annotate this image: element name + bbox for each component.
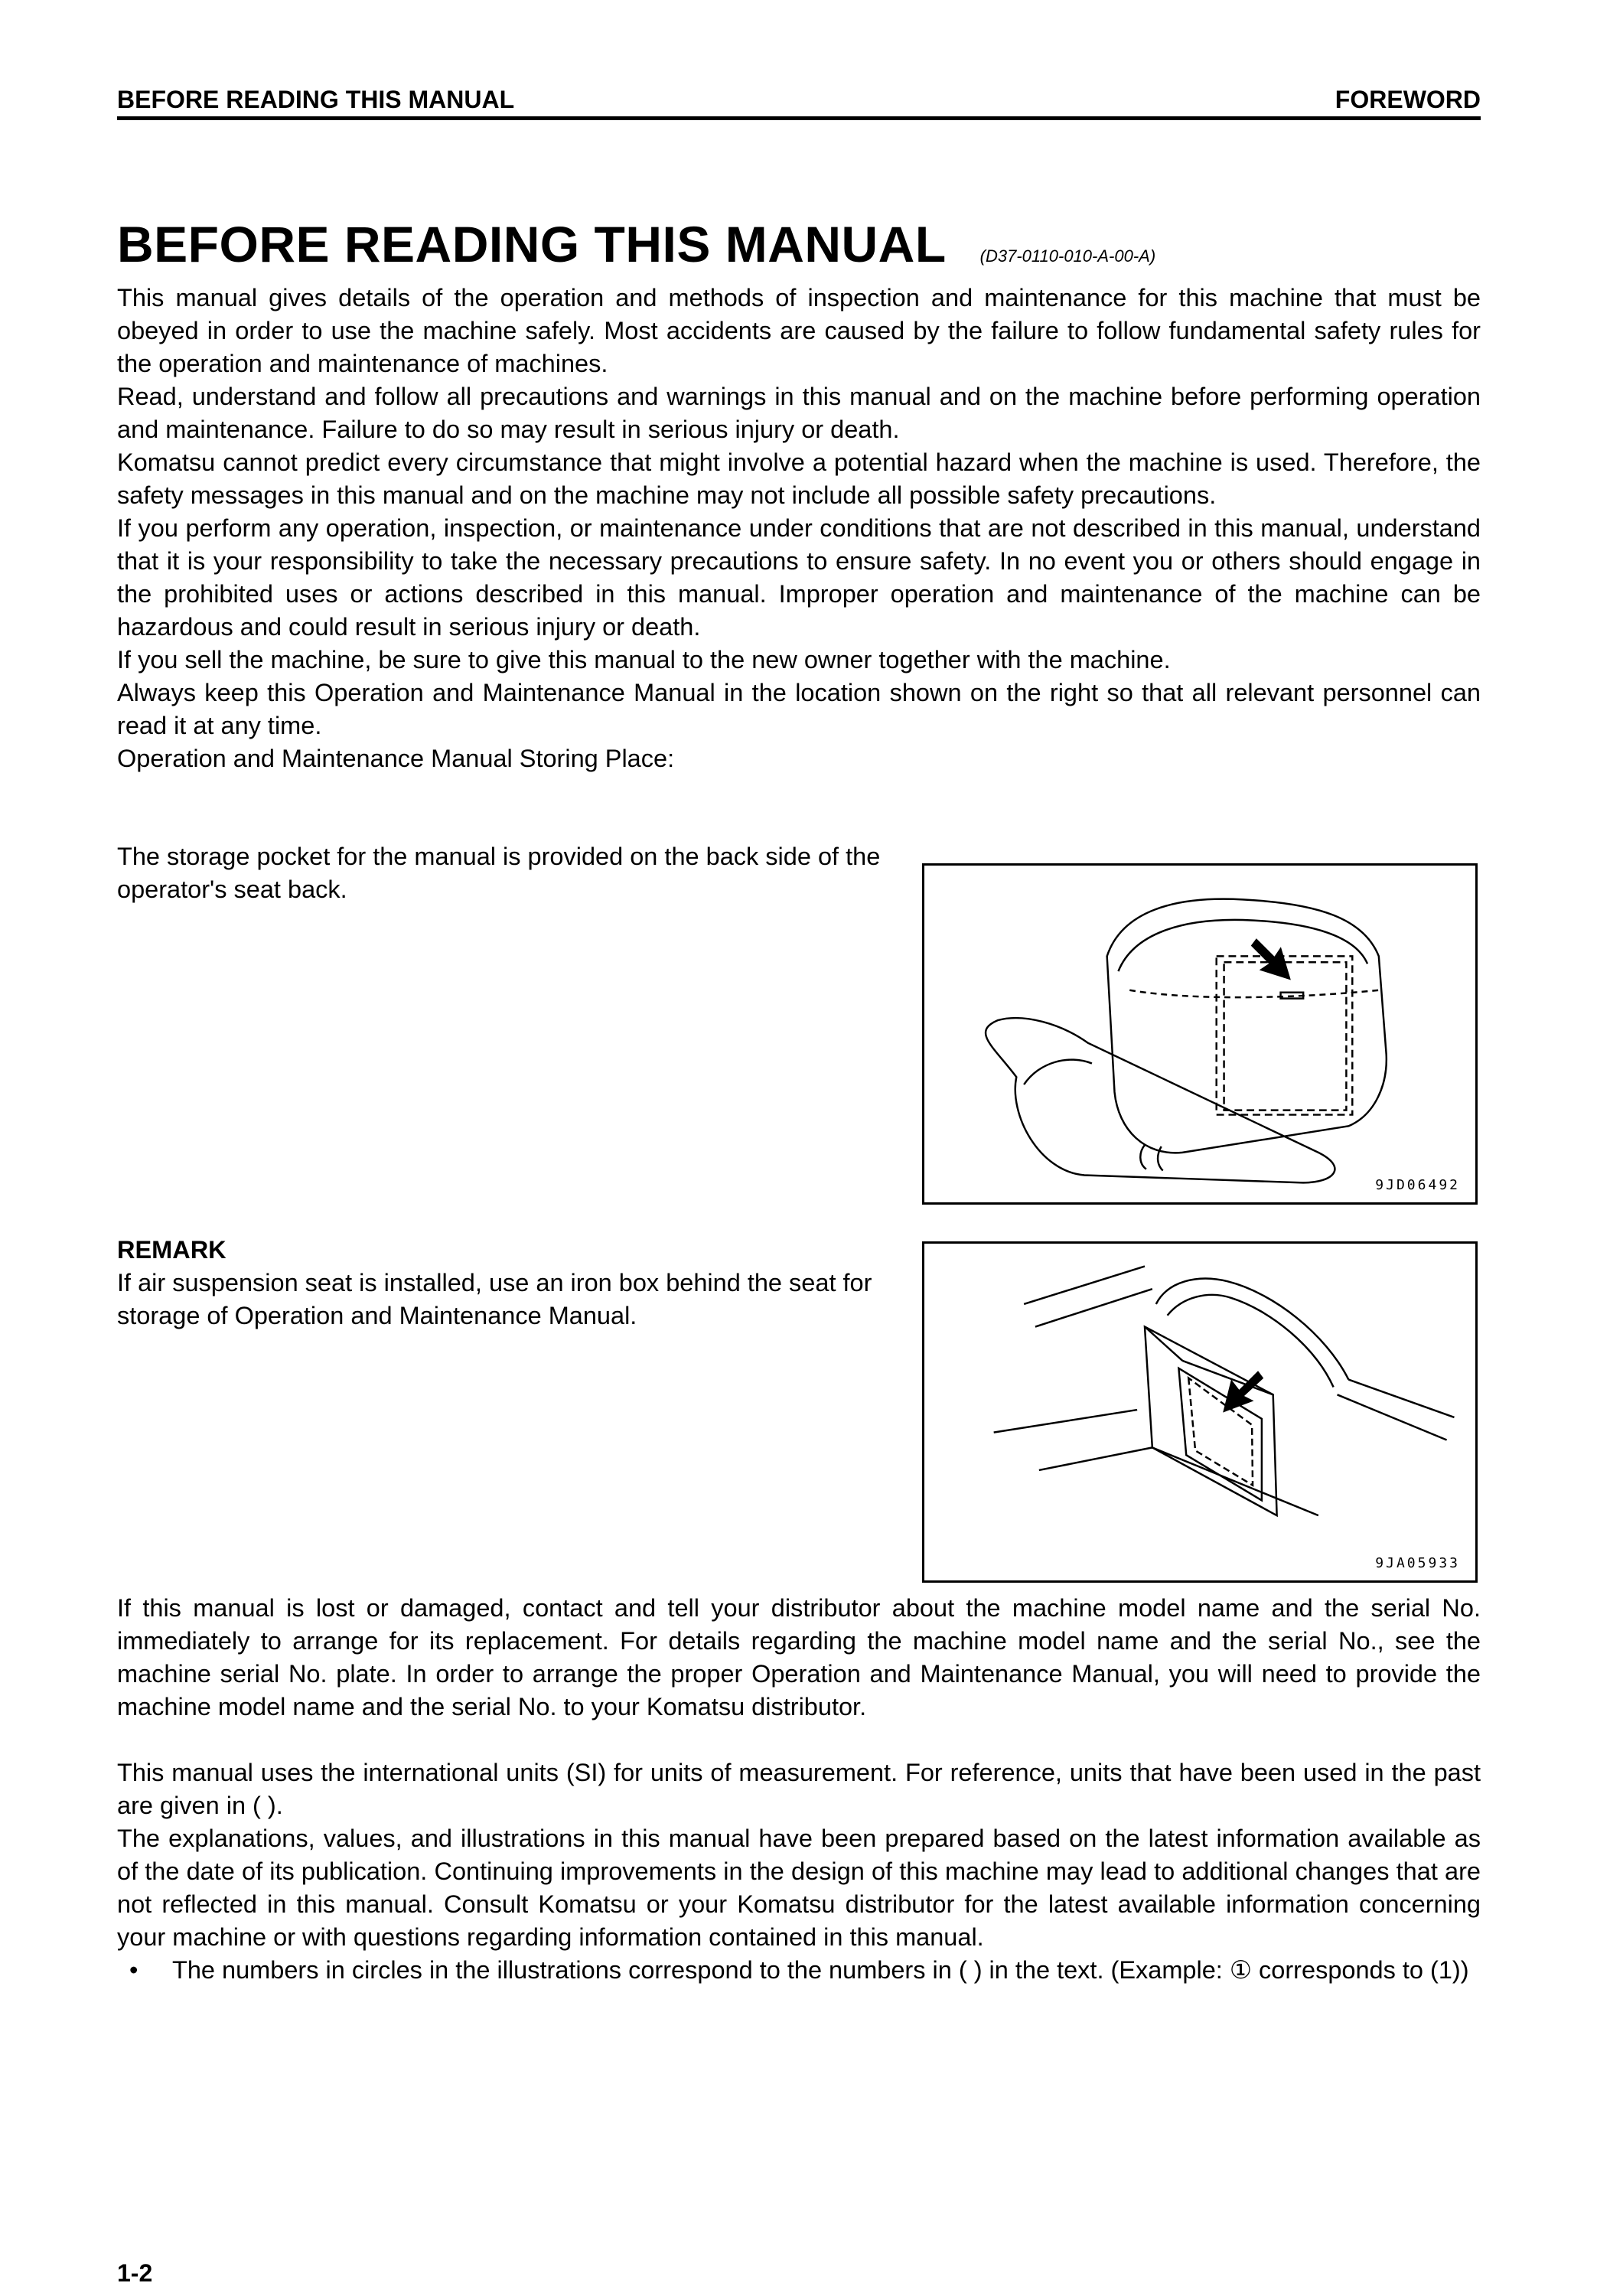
page-title: BEFORE READING THIS MANUAL (117, 216, 947, 272)
intro-paragraph: Always keep this Operation and Maintenance Manual in the location shown on the right so that all relevant personnel can read it at any time. (117, 679, 1481, 739)
bullet-text: The numbers in circles in the illustrations correspond to the numbers in ( ) in the text. (Example: ① corresponds to (1)) (172, 1956, 1469, 1984)
header-section-title: BEFORE READING THIS MANUAL (117, 86, 515, 113)
publication-paragraph: The explanations, values, and illustrations in this manual have been prepared based on the latest information available as of the date of its publication. Continuing improvements in the design of this machine may lead to additional changes that are not reflected in this manual. Consult Komatsu or your Komatsu distributor for the latest available information concerning your machine or with questions regarding information contained in this manual. (117, 1825, 1481, 1951)
intro-paragraph: If you sell the machine, be sure to give this manual to the new owner together with the machine. (117, 646, 1171, 673)
seat-drawing (924, 866, 1475, 1202)
figure-code: 9JD06492 (1375, 1177, 1460, 1193)
iron-box-drawing (924, 1244, 1475, 1580)
intro-paragraph: Komatsu cannot predict every circumstance that might involve a potential hazard when the machine is used. Therefore, the safety messages in this manual and on the machine may not include all possible safety precautions. (117, 448, 1481, 509)
units-section (117, 1756, 1481, 1954)
page-header (117, 86, 1481, 120)
intro-paragraph: This manual gives details of the operation and methods of inspection and maintenance for this machine that must be obeyed in order to use the machine safely. Most accidents are caused by the failure to follow fundamental safety rules for the operation and maintenance of machines. (117, 284, 1481, 377)
seat-storage-illustration (922, 863, 1478, 1205)
remark-heading: REMARK (117, 1236, 227, 1264)
intro-paragraph: If you perform any operation, inspection, or maintenance under conditions that are not described in this manual, understand that it is your responsibility to take the necessary precautions to ensure safety. In no event you or others should engage in the prohibited uses or actions described in this manual. Improper operation and maintenance of the machine can be hazardous and could result in serious injury or death. (117, 514, 1481, 641)
iron-box-illustration (922, 1241, 1478, 1583)
storage-description: The storage pocket for the manual is provided on the back side of the operator's seat back. (117, 843, 881, 903)
page-number: 1-2 (117, 2259, 153, 2287)
header-chapter-title: FOREWORD (1335, 86, 1481, 113)
document-id: (D37-0110-010-A-00-A) (979, 246, 1156, 266)
intro-paragraph: Read, understand and follow all precautions and warnings in this manual and on the machine before performing operation and maintenance. Failure to do so may result in serious injury or death. (117, 383, 1481, 443)
bullet-symbol: • (129, 1956, 139, 1984)
units-paragraph: This manual uses the international units (SI) for units of measurement. For reference, units that have been used in the past are given in ( ). (117, 1759, 1481, 1819)
remark-section (117, 1234, 913, 1332)
figure-code: 9JA05933 (1375, 1555, 1460, 1571)
bullet-item (117, 1954, 1481, 1987)
intro-paragraph: Operation and Maintenance Manual Storing Place: (117, 745, 675, 772)
page-title-row (117, 214, 1481, 274)
lost-manual-paragraph: If this manual is lost or damaged, contact and tell your distributor about the machine model name and the serial No. immediately to arrange for its replacement. For details regarding the machine model name and the serial No., see the machine serial No. plate. In order to arrange the proper Operation and Maintenance Manual, you will need to provide the machine model name and the serial No. to your Komatsu distributor. (117, 1594, 1481, 1720)
intro-section (117, 282, 1481, 775)
remark-text: If air suspension seat is installed, use an iron box behind the seat for storage of Operation and Maintenance Manual. (117, 1269, 872, 1329)
